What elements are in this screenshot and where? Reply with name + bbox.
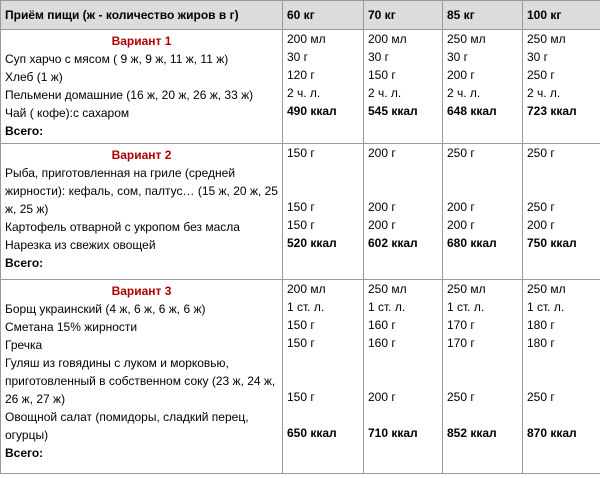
amount: 150 г bbox=[287, 390, 315, 404]
amount: 2 ч. л. bbox=[527, 86, 561, 100]
amount: 1 ст. л. bbox=[447, 300, 485, 314]
variant-row bbox=[1, 144, 600, 280]
total-label: Всего: bbox=[5, 446, 44, 460]
meal-item: Гуляш из говядины с луком и морковью, приготовленный в собственном соку (23 ж, 24 ж, 26 ж, 27 ж) bbox=[5, 356, 276, 406]
meal-item: Пельмени домашние (16 ж, 20 ж, 26 ж, 33 ж) bbox=[5, 88, 254, 102]
variant-2-meal-cell bbox=[1, 144, 283, 280]
amount: 150 г bbox=[368, 68, 396, 82]
total-kcal: 852 ккал bbox=[447, 426, 497, 440]
amount: 150 г bbox=[287, 146, 315, 160]
amount: 2 ч. л. bbox=[368, 86, 402, 100]
amount: 250 мл bbox=[447, 282, 486, 296]
total-label: Всего: bbox=[5, 124, 44, 138]
total-kcal: 750 ккал bbox=[527, 236, 577, 250]
amount: 200 мл bbox=[287, 32, 326, 46]
meal-item: Гречка bbox=[5, 338, 43, 352]
header-weight-60: 60 кг bbox=[283, 1, 364, 30]
amount: 200 г bbox=[368, 218, 396, 232]
amount: 200 г bbox=[527, 218, 555, 232]
variant-row bbox=[1, 30, 600, 144]
amount: 250 мл bbox=[447, 32, 486, 46]
variant-3-col-70 bbox=[364, 280, 443, 474]
variant-2-col-100 bbox=[523, 144, 600, 280]
amount: 150 г bbox=[287, 318, 315, 332]
total-kcal: 870 ккал bbox=[527, 426, 577, 440]
amount: 1 ст. л. bbox=[368, 300, 406, 314]
meal-item: Рыба, приготовленная на гриле (средней жирности): кефаль, сом, палтус… (15 ж, 20 ж, 25 ж, 25 ж) bbox=[5, 166, 278, 216]
header-weight-85: 85 кг bbox=[443, 1, 523, 30]
amount: 200 г bbox=[447, 200, 475, 214]
amount: 200 г bbox=[447, 68, 475, 82]
amount: 150 г bbox=[287, 200, 315, 214]
variant-3-col-100 bbox=[523, 280, 600, 474]
amount: 2 ч. л. bbox=[447, 86, 481, 100]
meal-item: Сметана 15% жирности bbox=[5, 320, 138, 334]
meal-item: Чай ( кофе):с сахаром bbox=[5, 106, 130, 120]
amount: 250 г bbox=[527, 68, 555, 82]
variant-1-meal-cell bbox=[1, 30, 283, 144]
meal-item: Хлеб (1 ж) bbox=[5, 70, 63, 84]
variant-2-col-70 bbox=[364, 144, 443, 280]
meal-item: Овощной салат (помидоры, сладкий перец, огурцы) bbox=[5, 410, 249, 442]
amount: 170 г bbox=[447, 318, 475, 332]
total-label: Всего: bbox=[5, 256, 44, 270]
header-meal: Приём пищи (ж - количество жиров в г) bbox=[1, 1, 283, 30]
amount: 1 ст. л. bbox=[527, 300, 565, 314]
amount: 250 г bbox=[527, 390, 555, 404]
amount: 200 г bbox=[368, 200, 396, 214]
meal-item: Суп харчо с мясом ( 9 ж, 9 ж, 11 ж, 11 ж) bbox=[5, 52, 229, 66]
amount: 180 г bbox=[527, 336, 555, 350]
header-row bbox=[1, 1, 600, 30]
amount: 250 г bbox=[527, 200, 555, 214]
variant-title: Вариант 1 bbox=[111, 34, 172, 48]
variant-title: Вариант 2 bbox=[111, 148, 172, 162]
variant-3-col-85 bbox=[443, 280, 523, 474]
amount: 250 г bbox=[447, 146, 475, 160]
meal-item: Борщ украинский (4 ж, 6 ж, 6 ж, 6 ж) bbox=[5, 302, 206, 316]
amount: 200 г bbox=[447, 218, 475, 232]
header-weight-100: 100 кг bbox=[523, 1, 600, 30]
amount: 160 г bbox=[368, 318, 396, 332]
meal-item: Нарезка из свежих овощей bbox=[5, 238, 156, 252]
variant-title: Вариант 3 bbox=[111, 284, 172, 298]
variant-1-col-100 bbox=[523, 30, 600, 144]
variant-1-col-85 bbox=[443, 30, 523, 144]
header-weight-70: 70 кг bbox=[364, 1, 443, 30]
variant-3-meal-cell bbox=[1, 280, 283, 474]
total-kcal: 723 ккал bbox=[527, 104, 577, 118]
amount: 30 г bbox=[527, 50, 549, 64]
amount: 150 г bbox=[287, 336, 315, 350]
total-kcal: 545 ккал bbox=[368, 104, 418, 118]
amount: 1 ст. л. bbox=[287, 300, 325, 314]
amount: 200 мл bbox=[287, 282, 326, 296]
amount: 250 мл bbox=[368, 282, 407, 296]
amount: 120 г bbox=[287, 68, 315, 82]
variant-3-col-60 bbox=[283, 280, 364, 474]
amount: 30 г bbox=[447, 50, 469, 64]
amount: 160 г bbox=[368, 336, 396, 350]
amount: 250 мл bbox=[527, 282, 566, 296]
amount: 150 г bbox=[287, 218, 315, 232]
amount: 200 г bbox=[368, 146, 396, 160]
total-kcal: 648 ккал bbox=[447, 104, 497, 118]
amount: 250 мл bbox=[527, 32, 566, 46]
variant-2-col-60 bbox=[283, 144, 364, 280]
total-kcal: 602 ккал bbox=[368, 236, 418, 250]
amount: 180 г bbox=[527, 318, 555, 332]
amount: 200 г bbox=[368, 390, 396, 404]
variant-row bbox=[1, 280, 600, 474]
variant-1-col-70 bbox=[364, 30, 443, 144]
total-kcal: 680 ккал bbox=[447, 236, 497, 250]
amount: 30 г bbox=[368, 50, 390, 64]
total-kcal: 490 ккал bbox=[287, 104, 337, 118]
amount: 250 г bbox=[527, 146, 555, 160]
amount: 2 ч. л. bbox=[287, 86, 321, 100]
variant-1-col-60 bbox=[283, 30, 364, 144]
amount: 170 г bbox=[447, 336, 475, 350]
meal-item: Картофель отварной с укропом без масла bbox=[5, 220, 240, 234]
variant-2-col-85 bbox=[443, 144, 523, 280]
amount: 250 г bbox=[447, 390, 475, 404]
amount: 200 мл bbox=[368, 32, 407, 46]
total-kcal: 650 ккал bbox=[287, 426, 337, 440]
amount: 30 г bbox=[287, 50, 309, 64]
total-kcal: 520 ккал bbox=[287, 236, 337, 250]
total-kcal: 710 ккал bbox=[368, 426, 418, 440]
